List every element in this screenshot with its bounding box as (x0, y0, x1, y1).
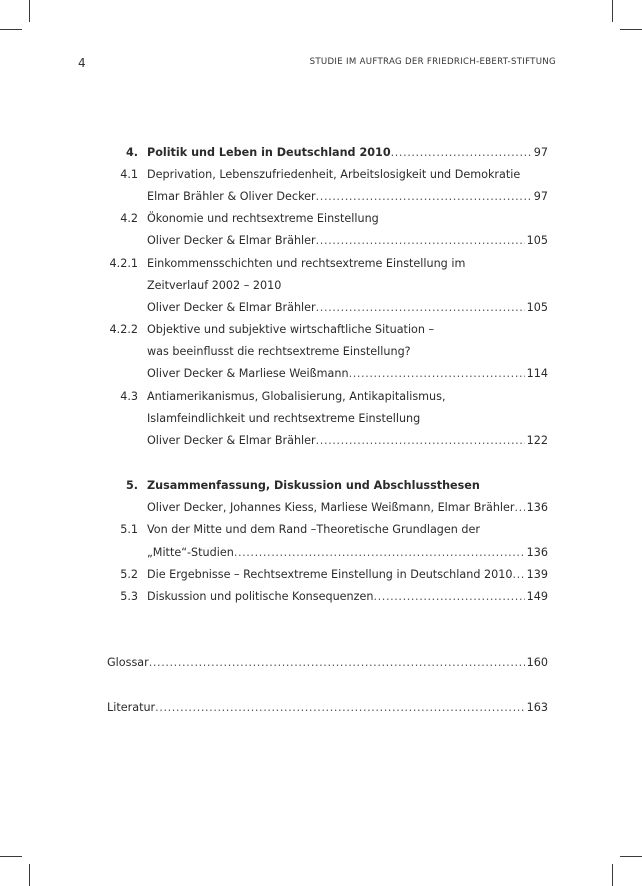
toc-number: 5.2 (120, 568, 138, 581)
toc-entry-literatur (0, 698, 642, 718)
toc-entry-5 (0, 476, 642, 496)
crop-mark (0, 856, 22, 857)
dot-leader (316, 298, 525, 318)
toc-number: 4. (125, 146, 138, 159)
dot-leader (349, 364, 525, 384)
crop-mark (29, 864, 30, 886)
toc-authors-4-2 (0, 231, 642, 251)
toc-page: 105 (526, 301, 548, 314)
toc-page: 122 (526, 434, 548, 447)
toc-page: 105 (526, 234, 548, 247)
toc-entry-4-2-1 (0, 254, 642, 274)
toc-authors: Oliver Decker & Marliese Weißmann (147, 367, 349, 380)
toc-title: Zusammenfassung, Diskussion und Abschlussthesen (147, 479, 480, 492)
toc-title-continued: was beeinflusst die rechtsextreme Einstellung? (147, 345, 411, 358)
toc-title: Einkommensschichten und rechtsextreme Einstellung im (147, 257, 466, 270)
toc-title: Von der Mitte und dem Rand –Theoretische Grundlagen der (147, 523, 481, 536)
toc-title-continued: Zeitverlauf 2002 – 2010 (147, 279, 282, 292)
toc-page: 136 (526, 501, 548, 514)
toc-page: 149 (526, 590, 548, 603)
crop-mark (612, 864, 613, 886)
dot-leader (234, 543, 525, 563)
toc-title-continued: „Mitte“-Studien (147, 546, 234, 559)
toc-title: Objektive und subjektive wirtschaftliche Situation – (147, 323, 435, 336)
toc-authors-4-1 (0, 187, 642, 207)
toc-entry-4-2 (0, 209, 642, 229)
toc-title: Glossar (107, 656, 149, 669)
toc-number: 4.1 (120, 168, 138, 181)
toc-authors: Oliver Decker & Elmar Brähler (147, 301, 316, 314)
toc-page: 160 (526, 656, 548, 669)
toc-title-continued: Islamfeindlichkeit und rechtsextreme Einstellung (147, 412, 421, 425)
toc-title: Antiamerikanismus, Globalisierung, Antikapitalismus, (147, 390, 446, 403)
toc-authors-5 (0, 498, 642, 518)
crop-mark (612, 0, 613, 22)
dot-leader (316, 187, 532, 207)
toc-authors: Oliver Decker, Johannes Kiess, Marliese Weißmann, Elmar Brähler (147, 501, 515, 514)
toc-authors: Elmar Brähler & Oliver Decker (147, 190, 316, 203)
toc-entry-5-1 (0, 520, 642, 540)
dot-leader (515, 498, 525, 518)
toc-title: Die Ergebnisse – Rechtsextreme Einstellung in Deutschland 2010 (147, 568, 513, 581)
toc-entry-4-1 (0, 165, 642, 185)
dot-leader (391, 143, 532, 163)
crop-mark (29, 0, 30, 22)
toc-page: 139 (526, 568, 548, 581)
toc-title-cont-4-2-2 (0, 342, 642, 362)
toc-number: 4.3 (120, 390, 138, 403)
toc-title-cont-4-3 (0, 409, 642, 429)
toc-authors-4-2-2 (0, 364, 642, 384)
toc-number: 4.2.2 (109, 323, 138, 336)
toc-title-cont-4-2-1 (0, 276, 642, 296)
toc-page: 97 (533, 190, 548, 203)
dot-leader (373, 587, 524, 607)
toc-title-cont-5-1 (0, 543, 642, 563)
toc-entry-5-3 (0, 587, 642, 607)
toc-title: Deprivation, Lebenszufriedenheit, Arbeitslosigkeit und Demokratie (147, 168, 521, 181)
toc-entry-4 (0, 143, 642, 163)
page-number: 4 (78, 56, 86, 70)
toc-entry-4-3 (0, 387, 642, 407)
dot-leader (316, 431, 525, 451)
dot-leader (316, 231, 525, 251)
dot-leader (512, 565, 524, 585)
toc-entry-5-2 (0, 565, 642, 585)
toc-authors: Oliver Decker & Elmar Brähler (147, 234, 316, 247)
toc-number: 5.1 (120, 523, 138, 536)
running-title: STUDIE IM AUFTRAG DER FRIEDRICH-EBERT-STIFTUNG (309, 57, 556, 67)
toc-number: 5. (125, 479, 138, 492)
toc-number: 4.2.1 (109, 257, 138, 270)
toc-entry-glossar (0, 653, 642, 673)
toc-authors-4-3 (0, 431, 642, 451)
crop-mark (620, 29, 642, 30)
toc-entry-4-2-2 (0, 320, 642, 340)
toc-title: Politik und Leben in Deutschland 2010 (147, 146, 391, 159)
dot-leader (155, 698, 524, 718)
toc-number: 5.3 (120, 590, 138, 603)
toc-page: 163 (526, 701, 548, 714)
dot-leader (149, 653, 525, 673)
toc-authors-4-2-1 (0, 298, 642, 318)
toc-page: 114 (526, 367, 548, 380)
toc-title: Literatur (107, 701, 156, 714)
crop-mark (0, 29, 22, 30)
toc-page: 97 (533, 146, 548, 159)
toc-number: 4.2 (120, 212, 138, 225)
toc-page: 136 (526, 546, 548, 559)
toc-authors: Oliver Decker & Elmar Brähler (147, 434, 316, 447)
toc-title: Ökonomie und rechtsextreme Einstellung (147, 212, 379, 225)
crop-mark (620, 856, 642, 857)
toc-title: Diskussion und politische Konsequenzen (147, 590, 374, 603)
